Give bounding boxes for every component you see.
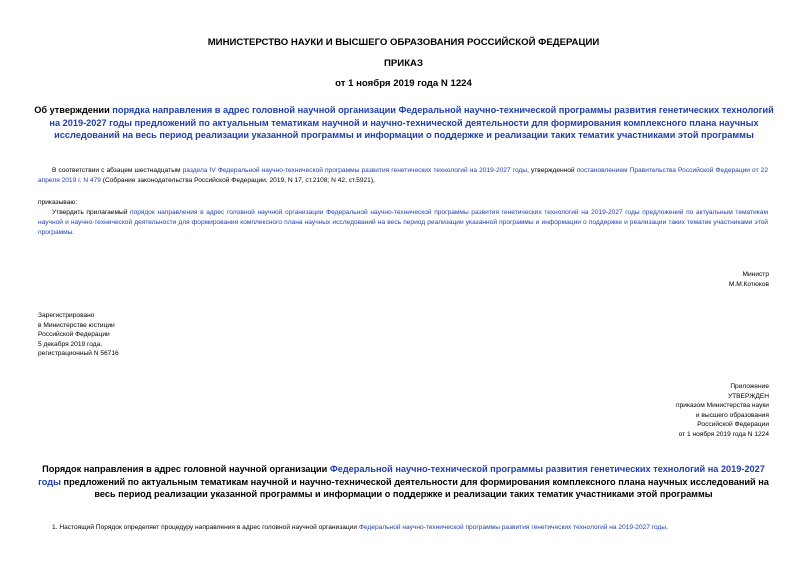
order-title	[34, 104, 774, 142]
order-link-procedure[interactable]: порядок направления в адрес головной научной организации Федеральной научно-технической программы развития генетических технологий на 2019-2027 годы предложений по актуальным тематикам научной и научно-технической деятельности для формирования комплексного плана научных исследований на весь период реализации указанной программы и информации о поддержке и реализации таких тематик участниками этой программы.	[38, 209, 768, 236]
procedure-title-suffix: предложений по актуальным тематикам научной и научно-технической деятельности для формирования комплексного плана научных исследований на весь период реализации указанной программы и информации о поддержке и реализации таких тематик участниками этой программы	[60, 476, 769, 500]
order-paragraph	[38, 208, 768, 237]
appendix-line-2: УТВЕРЖДЕН	[727, 392, 769, 400]
order-date-line: от 1 ноября 2019 года N 1224	[335, 78, 472, 89]
appendix-line-3: приказом Министерства науки	[676, 402, 769, 410]
appendix-line-6: от 1 ноября 2019 года N 1224	[678, 430, 769, 438]
procedure-title-link[interactable]: Федеральной научно-технической программы развития генетических технологий на 2019-2027 годы	[38, 464, 765, 487]
order-text: Утвердить прилагаемый	[52, 209, 131, 216]
item-1-link-program[interactable]: Федеральной научно-технической программы развития генетических технологий на 2019-2027 годы,	[358, 524, 668, 531]
preamble-link-government-decree[interactable]: постановлением Правительства Российской Федерации от 22 апреля 2019 г. N 479	[38, 167, 769, 184]
doc-type-heading: ПРИКАЗ	[384, 58, 423, 69]
registration-line-5: регистрационный N 56716	[38, 350, 119, 358]
appendix-block	[570, 382, 769, 440]
signature-position: Министр	[742, 271, 769, 278]
item-1-paragraph	[38, 523, 769, 533]
preamble-link-program-section[interactable]: раздела IV Федеральной научно-технической программы развития генетических технологий на 2019-2027 годы,	[182, 167, 529, 174]
signature-name: М.М.Котюков	[728, 280, 769, 288]
preamble-text-3: (Собрание законодательства Российской Федерации, 2019, N 17, ст.2108; N 42, ст.5921),	[100, 176, 375, 184]
preamble-text-1: В соответствии с абзацем шестнадцатым	[52, 167, 183, 174]
registration-line-3: Российской Федерации	[38, 331, 110, 339]
appendix-line-5: Российской Федерации	[697, 421, 769, 429]
registration-block	[38, 311, 338, 359]
registration-line-4: 5 декабря 2019 года,	[38, 340, 103, 348]
item-1-text: 1. Настоящий Порядок определяет процедуру направления в адрес головной научной организации	[52, 524, 359, 531]
order-title-link[interactable]: порядка направления в адрес головной научной организации Федеральной научно-технической программы развития генетических технологий на 2019-2027 годы предложений по актуальным тематикам научной и научно-технической деятельности для формирования комплексного плана научных исследований на весь период реализации указанной программы и информации о поддержке и реализации таких тематик участниками этой программы	[49, 105, 774, 141]
appendix-line-4: и высшего образования	[695, 411, 769, 419]
preamble-paragraph	[38, 166, 768, 186]
signature-block	[600, 270, 769, 289]
ministry-heading: МИНИСТЕРСТВО НАУКИ И ВЫСШЕГО ОБРАЗОВАНИЯ РОССИЙСКОЙ ФЕДЕРАЦИИ	[207, 37, 600, 48]
order-label: приказываю:	[38, 199, 78, 206]
procedure-title	[38, 463, 769, 501]
preamble-text-2: утвержденной	[528, 167, 577, 174]
registration-line-1: Зарегистрировано	[38, 312, 95, 319]
registration-line-2: в Министерстве юстиции	[38, 321, 115, 329]
procedure-title-prefix: Порядок направления в адрес головной научной организации	[42, 464, 330, 474]
appendix-line-1: Приложение	[730, 383, 769, 390]
order-title-prefix: Об утверждении	[34, 105, 113, 115]
